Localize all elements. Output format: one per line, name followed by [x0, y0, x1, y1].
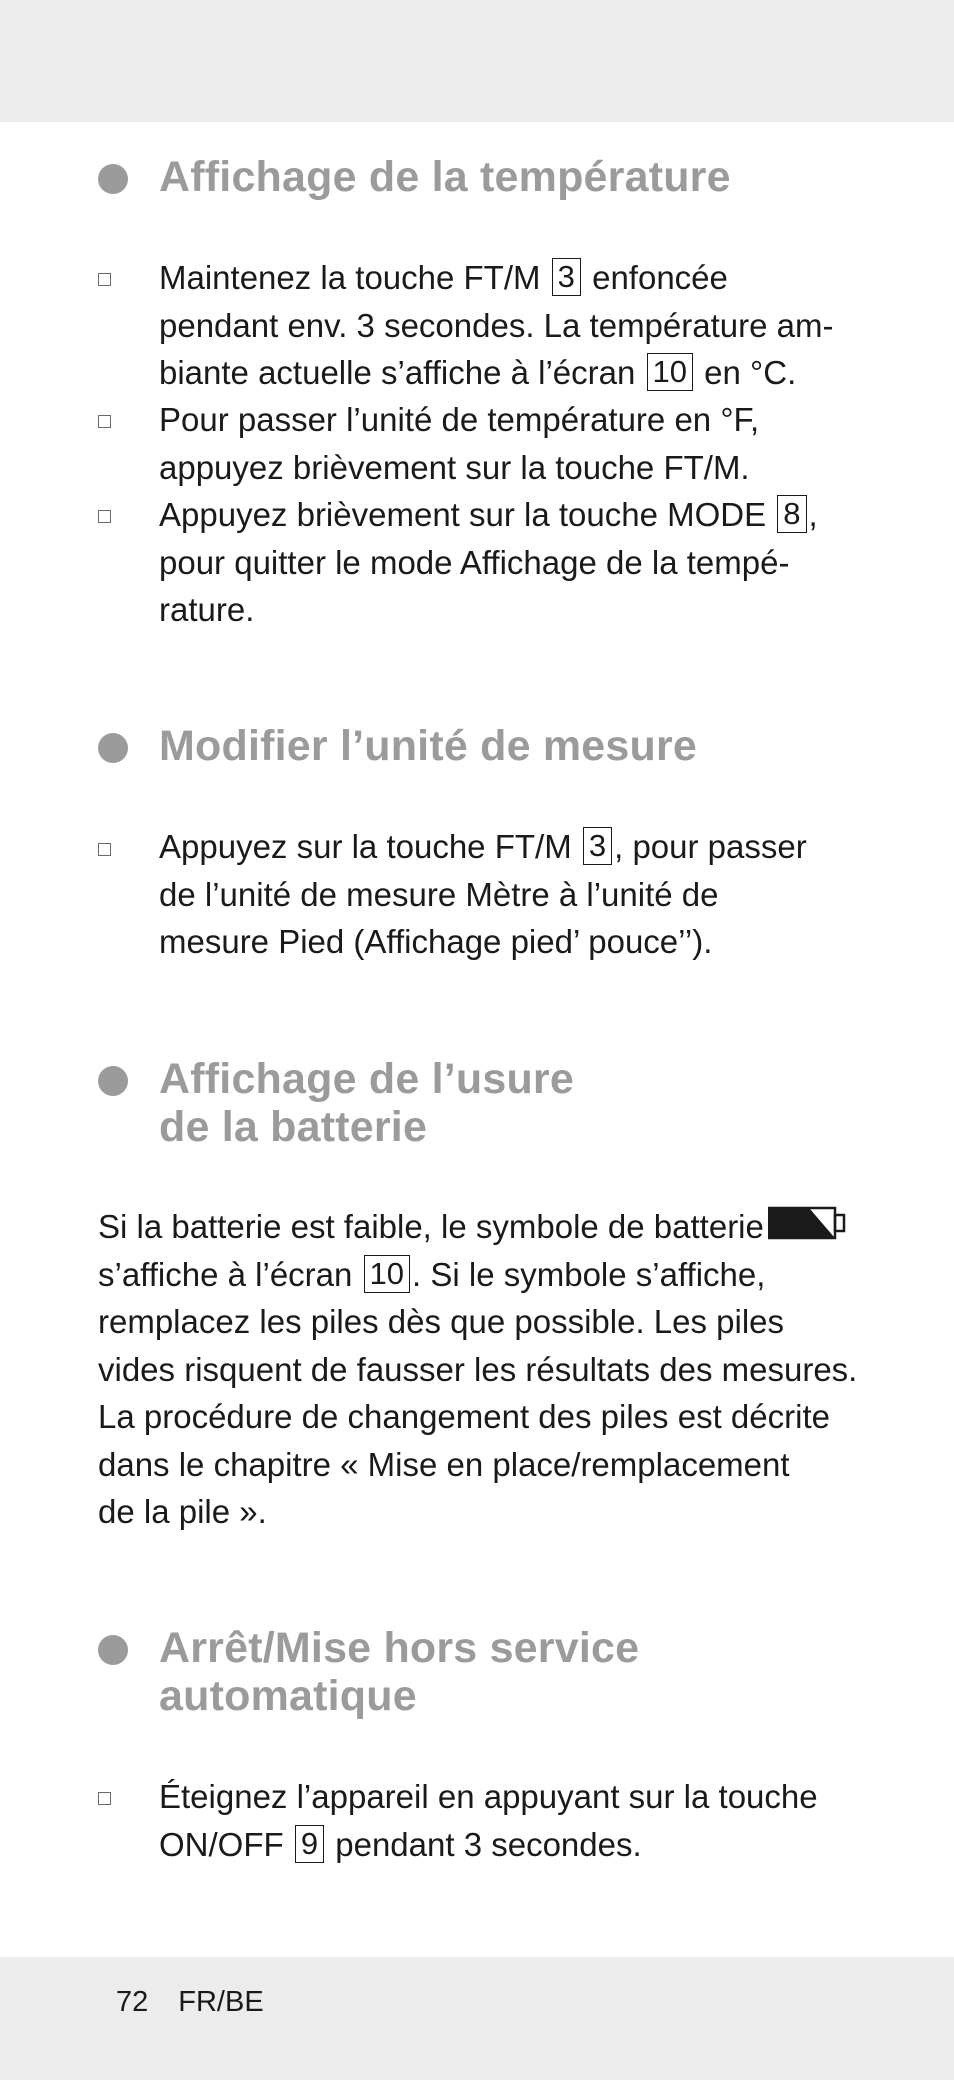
ref-number: 10	[647, 353, 693, 391]
list-bullet	[98, 1792, 111, 1805]
section-bullet-dot	[98, 164, 128, 194]
section-heading-auto-off: Arrêt/Mise hors service automatique	[159, 1624, 640, 1720]
list-item: Appuyez brièvement sur la touche MODE 8 , pour quitter le mode Affichage de la tempé- rature.	[159, 496, 818, 628]
page-footer	[116, 1986, 294, 2019]
list-bullet	[98, 843, 111, 856]
section-heading-temperature: Affichage de la température	[159, 153, 731, 201]
section-bullet-dot	[98, 1066, 128, 1096]
list-item: Maintenez la touche FT/M 3 enfoncée pendant env. 3 secondes. La température am- biante actuelle s’affiche à l’écran 10 en °C.	[159, 259, 834, 391]
list-bullet	[98, 510, 111, 523]
list-item: Appuyez sur la touche FT/M 3 , pour passer de l’unité de mesure Mètre à l’unité de mesure Pied (Affichage pied’ pouce’’).	[159, 828, 807, 960]
battery-low-icon	[768, 1206, 846, 1240]
page-number: 72	[116, 1986, 149, 2018]
list-bullet	[98, 273, 111, 286]
battery-paragraph: Si la batterie est faible, le symbole de batterie s’affiche à l’écran 10 . Si le symbole s’affiche, remplacez les piles dès que possible. Les piles vides risquent de fausser les résultats des mesures. La procédure de changement des piles est décrite dans le chapitre « Mise en place/remplacement de la pile ».	[98, 1208, 858, 1530]
list-item: Pour passer l’unité de température en °F, appuyez brièvement sur la touche FT/M.	[159, 401, 760, 486]
ref-number: 8	[777, 495, 806, 533]
section-heading-battery: Affichage de l’usure de la batterie	[159, 1055, 574, 1151]
list-bullet	[98, 415, 111, 428]
list-item: Éteignez l’appareil en appuyant sur la touche ON/OFF 9 pendant 3 secondes.	[159, 1778, 818, 1863]
ref-number: 3	[552, 258, 581, 296]
ref-number: 9	[295, 1825, 324, 1863]
section-heading-unit: Modifier l’unité de mesure	[159, 722, 698, 770]
section-bullet-dot	[98, 1635, 128, 1665]
top-band	[0, 0, 954, 122]
language-code: FR/BE	[178, 1986, 264, 2018]
section-bullet-dot	[98, 733, 128, 763]
ref-number: 3	[583, 827, 612, 865]
ref-number: 10	[364, 1255, 410, 1293]
